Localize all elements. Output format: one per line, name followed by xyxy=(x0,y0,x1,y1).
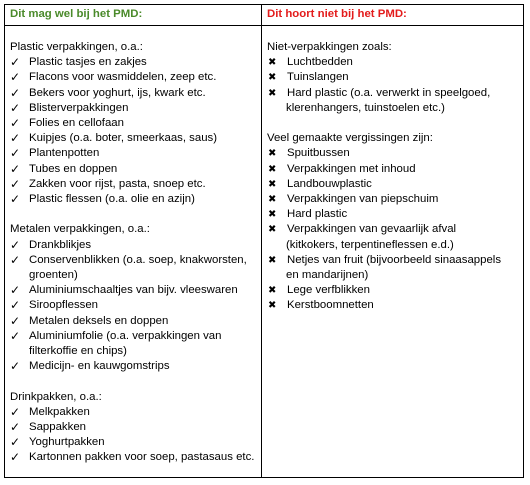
forbidden-list-non-packaging xyxy=(267,55,518,116)
list-item: ✓ Zakken voor rijst, pasta, snoep etc. xyxy=(10,176,206,191)
allowed-list-cartons xyxy=(10,405,256,466)
check-icon: ✓ xyxy=(10,55,21,70)
forbidden-column xyxy=(262,5,523,477)
forbidden-heading: Dit hoort niet bij het PMD: xyxy=(267,8,407,20)
list-item: ✓ Conservenblikken (o.a. soep, knakworsten, xyxy=(10,252,247,267)
list-item: ✖ Tuinslangen xyxy=(267,70,518,85)
check-icon: ✓ xyxy=(10,192,21,207)
check-icon: ✓ xyxy=(10,298,21,313)
check-icon: ✓ xyxy=(10,313,21,328)
list-item: ✓ Blisterverpakkingen xyxy=(10,100,129,115)
group-title: Plastic verpakkingen, o.a.: xyxy=(10,41,143,53)
check-icon: ✓ xyxy=(10,176,21,191)
list-item: ✓ Melkpakken xyxy=(10,404,90,419)
list-item: ✓ Kuipjes (o.a. boter, smeerkaas, saus) xyxy=(10,131,218,146)
list-item: ✓ Siroopflessen xyxy=(10,298,99,313)
cross-icon: ✖ xyxy=(268,72,277,84)
check-icon: ✓ xyxy=(10,85,21,100)
check-icon: ✓ xyxy=(10,283,21,298)
forbidden-list-mistakes xyxy=(267,146,518,313)
allowed-list-plastic xyxy=(10,55,256,207)
list-item: ✓ Metalen deksels en doppen xyxy=(10,313,169,328)
cross-icon: ✖ xyxy=(268,178,277,190)
check-icon: ✓ xyxy=(10,100,21,115)
list-item: ✓ Plantenpotten xyxy=(10,146,100,161)
list-item: ✓ Folies en cellofaan xyxy=(10,116,124,131)
list-item: ✖ Verpakkingen van piepschuim xyxy=(267,192,518,207)
check-icon: ✓ xyxy=(10,146,21,161)
allowed-heading: Dit mag wel bij het PMD: xyxy=(10,8,143,20)
list-item: ✓ Aluminiumschaaltjes van bijv. vleeswaren xyxy=(10,283,238,298)
list-item: ✓ Tubes en doppen xyxy=(10,161,118,176)
check-icon: ✓ xyxy=(10,420,21,435)
cross-icon: ✖ xyxy=(268,254,277,266)
cross-icon: ✖ xyxy=(268,194,277,206)
check-icon: ✓ xyxy=(10,435,21,450)
list-item: ✓ Kartonnen pakken voor soep, pastasaus etc. xyxy=(10,450,255,465)
check-icon: ✓ xyxy=(10,237,21,252)
list-item: ✓ Sappakken xyxy=(10,420,86,435)
list-item-continuation: filterkoffie en chips) xyxy=(29,345,127,358)
list-item: ✓ Yoghurtpakken xyxy=(10,435,105,450)
list-item-continuation: (kitkokers, terpentineflessen e.d.) xyxy=(286,238,454,251)
cross-icon: ✖ xyxy=(268,224,277,236)
check-icon: ✓ xyxy=(10,359,21,374)
list-item-continuation: en mandarijnen) xyxy=(286,269,369,282)
list-item: ✖ Hard plastic xyxy=(267,207,518,222)
check-icon: ✓ xyxy=(10,116,21,131)
list-item: ✓ Medicijn- en kauwgomstrips xyxy=(10,359,170,374)
cross-icon: ✖ xyxy=(268,163,277,175)
list-item: ✓ Flacons voor wasmiddelen, zeep etc. xyxy=(10,70,217,85)
allowed-list-metal xyxy=(10,238,256,375)
cross-icon: ✖ xyxy=(268,148,277,160)
list-item: ✖ Netjes van fruit (bijvoorbeeld sinaasappels xyxy=(267,253,518,268)
group-title: Metalen verpakkingen, o.a.: xyxy=(10,223,150,236)
check-icon: ✓ xyxy=(10,450,21,465)
check-icon: ✓ xyxy=(10,70,21,85)
list-item: ✓ Bekers voor yoghurt, ijs, kwark etc. xyxy=(10,85,206,100)
list-item-continuation: groenten) xyxy=(29,269,78,282)
check-icon: ✓ xyxy=(10,252,21,267)
list-item: ✖ Verpakkingen met inhoud xyxy=(267,162,518,177)
list-item: ✓ Plastic tasjes en zakjes xyxy=(10,55,147,70)
allowed-column xyxy=(5,5,262,477)
check-icon: ✓ xyxy=(10,404,21,419)
check-icon: ✓ xyxy=(10,328,21,343)
list-item: ✓ Drankblikjes xyxy=(10,237,92,252)
list-item: ✖ Spuitbussen xyxy=(267,146,518,161)
check-icon: ✓ xyxy=(10,161,21,176)
cross-icon: ✖ xyxy=(268,209,277,221)
list-item: ✓ Aluminiumfolie (o.a. verpakkingen van xyxy=(10,328,222,343)
list-item: ✖ Landbouwplastic xyxy=(267,177,518,192)
list-item-continuation: klerenhangers, tuinstoelen etc.) xyxy=(286,101,445,114)
list-item: ✖ Luchtbedden xyxy=(267,55,518,70)
pmd-table xyxy=(4,4,524,478)
list-item: ✖ Lege verfblikken xyxy=(267,283,518,298)
group-title: Drinkpakken, o.a.: xyxy=(10,390,102,403)
list-item: ✖ Kerstboomnetten xyxy=(267,298,518,313)
list-item: ✖ Verpakkingen van gevaarlijk afval xyxy=(267,222,518,237)
header-divider xyxy=(5,25,523,26)
group-title: Niet-verpakkingen zoals: xyxy=(267,41,392,53)
cross-icon: ✖ xyxy=(268,57,277,69)
cross-icon: ✖ xyxy=(268,300,277,312)
list-item: ✓ Plastic flessen (o.a. olie en azijn) xyxy=(10,192,195,207)
cross-icon: ✖ xyxy=(268,87,277,99)
group-title: Veel gemaakte vergissingen zijn: xyxy=(267,132,433,145)
cross-icon: ✖ xyxy=(268,285,277,297)
check-icon: ✓ xyxy=(10,131,21,146)
list-item: ✖ Hard plastic (o.a. verwerkt in speelgoed, xyxy=(267,86,518,101)
